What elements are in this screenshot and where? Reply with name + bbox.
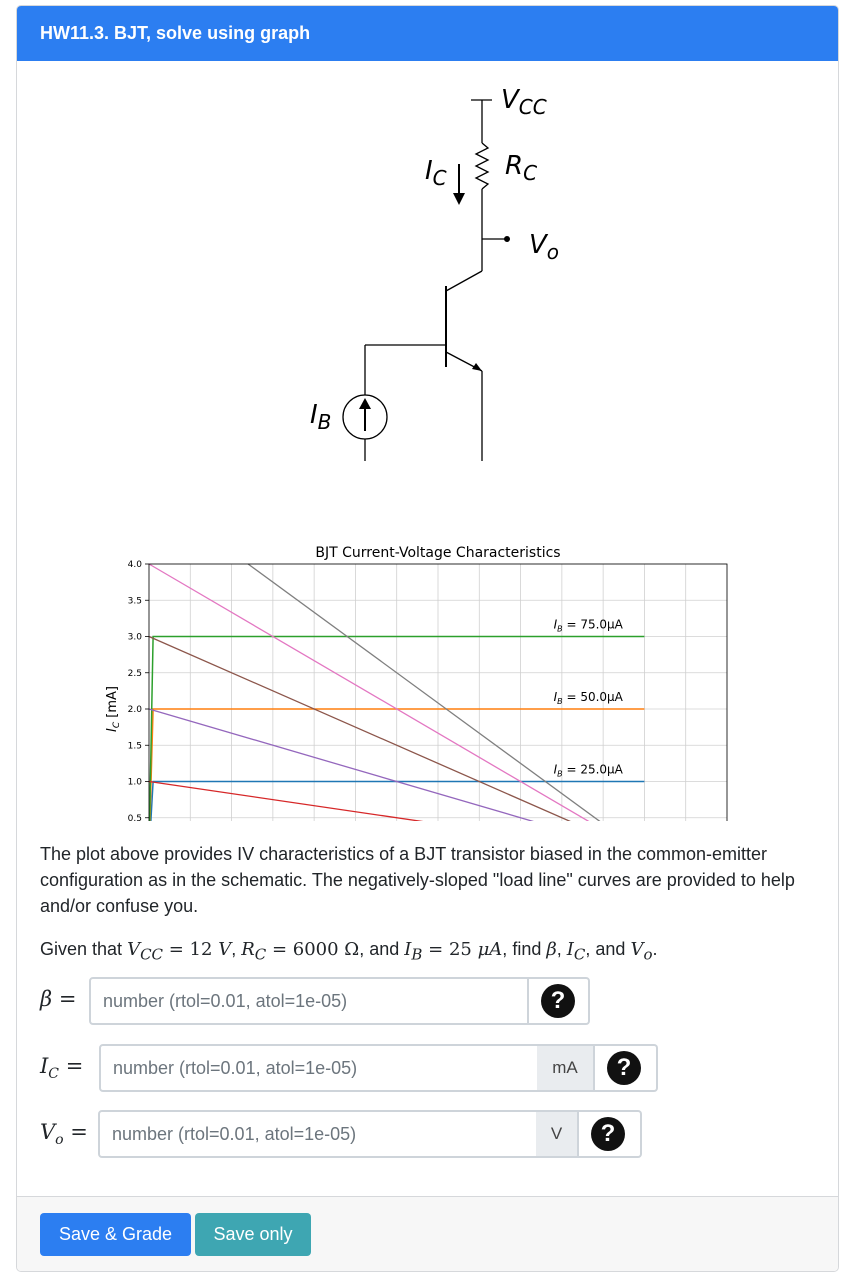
ib-label: $I_B$	[310, 400, 332, 434]
vo-label: $V_o$ =	[40, 1120, 88, 1149]
circuit-schematic	[17, 61, 839, 461]
question-icon: ?	[541, 984, 575, 1018]
question-title: HW11.3. BJT, solve using graph	[17, 6, 838, 61]
chart-curve-labels	[554, 618, 624, 779]
question-icon: ?	[607, 1051, 641, 1085]
y-tick-label-1: 0.5	[127, 813, 142, 821]
resistor-rc	[476, 143, 488, 189]
iv-chart	[17, 481, 839, 821]
vcc-label: $V_{CC}$	[501, 85, 547, 119]
ic-label: $I_C$	[425, 156, 447, 190]
curve-label-0: $I_B = 25.0\mu A$	[553, 762, 623, 779]
save-only-button[interactable]: Save only	[195, 1213, 311, 1256]
question-description: The plot above provides IV characteristics of a BJT transistor biased in the common-emitter configuration as in the schematic. The negatively-sloped "load line" curves are provided to help and/or confuse you.	[40, 844, 795, 916]
wire-collector-diag	[446, 271, 482, 291]
question-body	[17, 61, 838, 1198]
ic-arrow-head	[453, 193, 465, 205]
y-tick-label-7: 3.5	[127, 596, 142, 607]
beta-label: β =	[40, 987, 77, 1011]
vo-label: $V_o$	[529, 230, 560, 264]
y-tick-label-4: 2.0	[127, 705, 142, 715]
ic-help-button[interactable]	[595, 1044, 658, 1092]
vo-unit: V	[536, 1110, 579, 1158]
y-tick-label-8: 4.0	[127, 560, 142, 570]
answer-row-beta	[17, 977, 839, 1025]
rc-label: $R_C$	[505, 151, 538, 185]
y-tick-label-3: 1.5	[127, 741, 142, 752]
emitter-arrow	[472, 363, 482, 371]
chart-grid	[149, 564, 727, 821]
source-arrow-head	[359, 398, 371, 409]
y-tick-label-6: 3.0	[127, 632, 142, 643]
curve-label-1: $I_B = 50.0\mu A$	[553, 690, 623, 706]
curve-label-2: $I_B = 75.0\mu A$	[553, 617, 623, 634]
chart-title: BJT Current-Voltage Characteristics	[315, 545, 561, 561]
ic-input[interactable]	[99, 1044, 539, 1092]
beta-help-button[interactable]	[527, 977, 590, 1025]
save-grade-button[interactable]: Save & Grade	[40, 1213, 191, 1256]
beta-input[interactable]	[89, 977, 529, 1025]
answer-row-vo	[17, 1110, 839, 1158]
chart-y-ticks	[128, 560, 149, 821]
y-tick-label-5: 2.5	[127, 668, 142, 679]
vo-node	[504, 236, 510, 242]
card-footer	[17, 1196, 838, 1271]
vo-input[interactable]	[98, 1110, 538, 1158]
ic-label: $I_C$ =	[40, 1054, 84, 1083]
answer-row-ic	[17, 1044, 839, 1092]
chart-ylabel: $I_C$ [mA]	[105, 686, 122, 732]
question-icon: ?	[591, 1117, 625, 1151]
y-tick-label-2: 1.0	[127, 777, 142, 788]
given-statement: Given that $V_{CC} = 12$ V, $R_C = 6000$ Ω, and $I_B = 25$ μA, find β, $I_C$, and $V_o$.	[40, 939, 658, 964]
question-card	[16, 5, 839, 1272]
ic-unit: mA	[537, 1044, 595, 1092]
vo-help-button[interactable]	[579, 1110, 642, 1158]
